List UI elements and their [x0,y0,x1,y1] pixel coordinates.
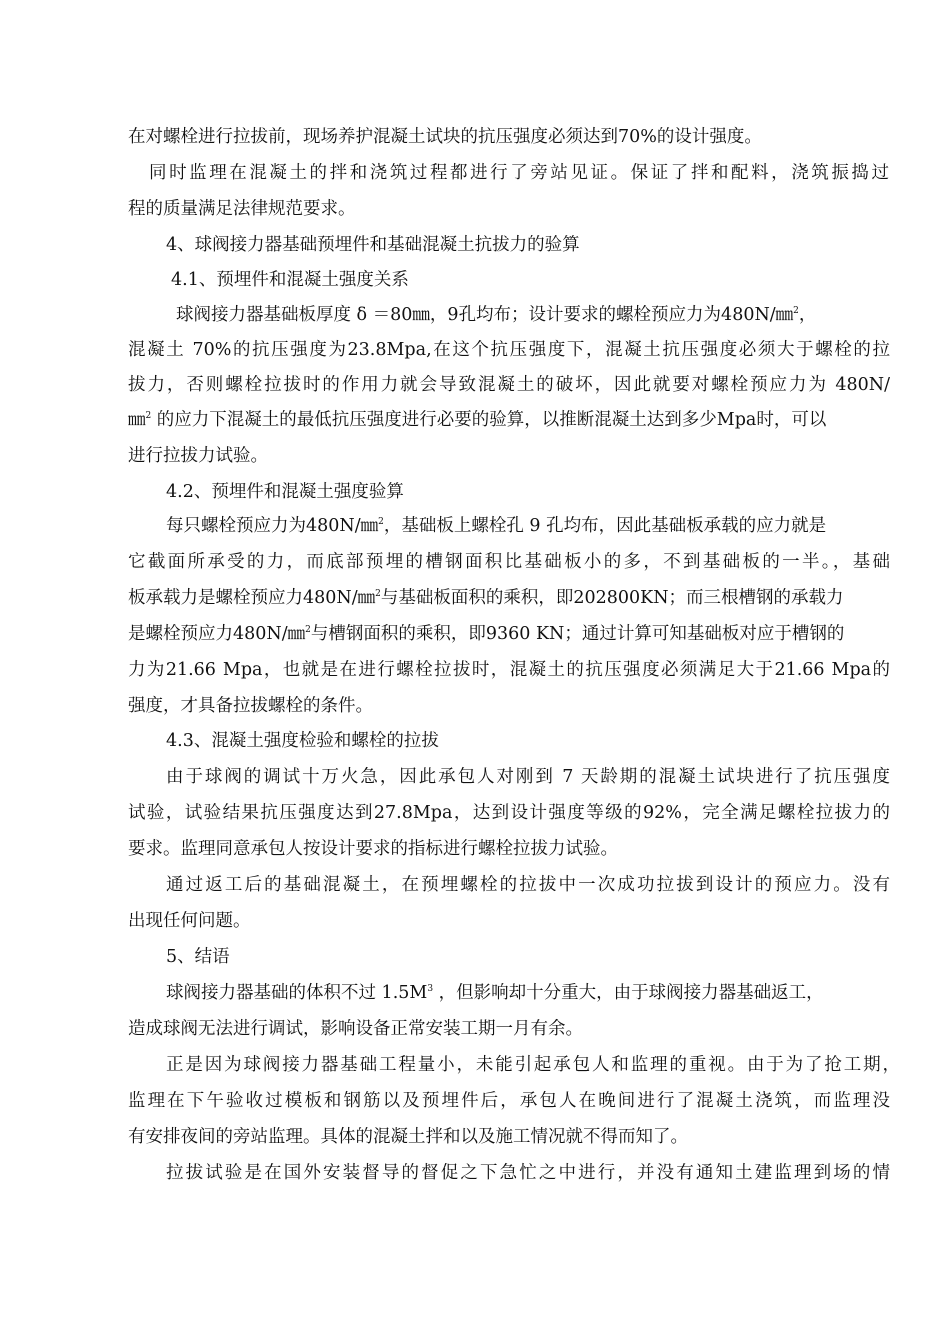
paragraph-line: 有安排夜间的旁站监理。具体的混凝土拌和以及施工情况就不得而知了。 [128,1127,688,1147]
superscript: 2 [793,306,799,316]
superscript: 2 [378,517,384,527]
text-run: 每只螺栓预应力为480N/㎜ [166,516,379,536]
superscript: 3 [427,984,434,994]
superscript: 2 [305,625,311,635]
superscript: 2 [375,589,381,599]
section-heading: 5、结语 [166,947,230,967]
paragraph-line [128,623,844,645]
paragraph-line: 造成球阀无法进行调试，影响设备正常安装工期一月有余。 [128,1019,583,1039]
text-run: 板承载力是螺栓预应力480N/㎜ [128,588,376,608]
paragraph-line [166,982,824,1004]
paragraph-line: 出现任何问题。 [128,911,251,931]
paragraph-line: 在对螺栓进行拉拔前，现场养护混凝土试块的抗压强度必须达到70%的设计强度。 [128,127,762,147]
subsection-heading: 4.2、预埋件和混凝土强度验算 [166,482,404,502]
section-heading: 4、球阀接力器基础预埋件和基础混凝土抗拔力的验算 [166,235,580,255]
subsection-heading: 4.3、混凝土强度检验和螺栓的拉拔 [166,731,439,751]
text-run: 与槽钢面积的乘积，即9360 KN；通过计算可知基础板对应于槽钢的 [310,624,845,644]
paragraph-line: 拔力，否则螺栓拉拔时的作用力就会导致混凝土的破坏，因此就要对螺栓预应力为 480N/ [128,375,890,395]
text-run: 球阀接力器基础的体积不过 1.5M [166,983,428,1003]
text-run: 与基础板面积的乘积，即202800KN；而三根槽钢的承载力 [380,588,844,608]
paragraph-line [166,515,826,537]
text-run: 的应力下混凝土的最低抗压强度进行必要的验算，以推断混凝土达到多少Mpa时，可以 [151,410,827,430]
paragraph-line: 由于球阀的调试十万火急，因此承包人对刚到 7 天龄期的混凝土试块进行了抗压强度 [166,767,890,787]
paragraph-line: 监理在下午验收过模板和钢筋以及预埋件后，承包人在晚间进行了混凝土浇筑，而监理没 [128,1091,890,1111]
paragraph-line: 强度，才具备拉拔螺栓的条件。 [128,696,373,716]
text-run: 是螺栓预应力480N/㎜ [128,624,306,644]
paragraph-line: 要求。监理同意承包人按设计要求的指标进行螺栓拉拔力试验。 [128,839,618,859]
paragraph-line: 通过返工后的基础混凝土，在预埋螺栓的拉拔中一次成功拉拔到设计的预应力。没有 [166,875,890,895]
paragraph-line: 力为21.66 Mpa，也就是在进行螺栓拉拔时，混凝土的抗压强度必须满足大于21.66 Mpa的 [128,660,890,680]
paragraph-line [128,409,826,431]
text-run: ，但影响却十分重大，由于球阀接力器基础返工， [433,983,824,1003]
paragraph-line [128,587,844,609]
paragraph-line: 正是因为球阀接力器基础工程量小，未能引起承包人和监理的重视。由于为了抢工期， [166,1055,900,1075]
paragraph-line: 进行拉拔力试验。 [128,446,268,466]
paragraph-line: 拉拔试验是在国外安装督导的督促之下急忙之中进行，并没有通知土建监理到场的情 [166,1163,890,1183]
text-run: 球阀接力器基础板厚度 δ ＝80㎜，9孔均布；设计要求的螺栓预应力为480N/㎜ [176,305,794,325]
paragraph-line [176,304,816,326]
paragraph-line: 试验，试验结果抗压强度达到27.8Mpa，达到设计强度等级的92%，完全满足螺栓拉拔力的 [128,803,890,823]
subsection-heading: 4.1、预埋件和混凝土强度关系 [171,270,409,290]
paragraph-line: 混凝土 70%的抗压强度为23.8Mpa,在这个抗压强度下，混凝土抗压强度必须大于螺栓的拉 [128,340,890,360]
paragraph-line: 它截面所承受的力，而底部预埋的槽钢面积比基础板小的多，不到基础板的一半。，基础 [128,552,890,572]
paragraph-line: 同时监理在混凝土的拌和浇筑过程都进行了旁站见证。保证了拌和配料，浇筑振捣过 [149,163,889,183]
text-run: ㎜ [128,410,146,430]
paragraph-line: 程的质量满足法律规范要求。 [128,199,356,219]
superscript: 2 [145,411,152,421]
text-run: ， [798,305,817,325]
text-run: ，基础板上螺栓孔 9 孔均布，因此基础板承载的应力就是 [383,516,827,536]
